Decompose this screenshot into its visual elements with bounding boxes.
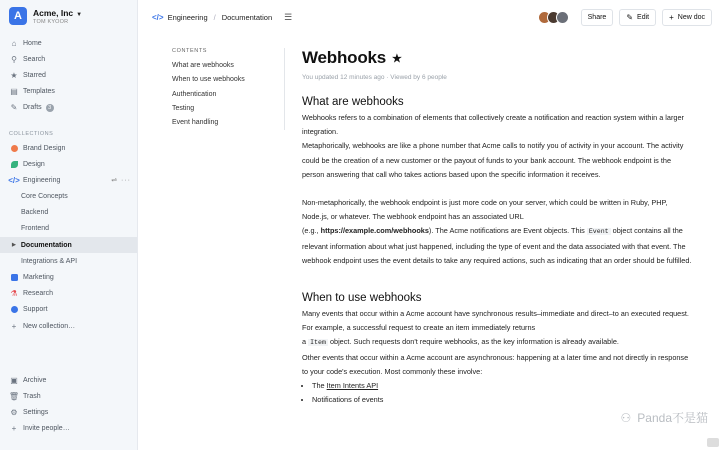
chevron-right-icon[interactable]: ▶ — [12, 242, 16, 249]
inline-code: Item — [310, 339, 326, 347]
team-switcher[interactable] — [0, 0, 137, 31]
table-of-contents — [172, 48, 282, 133]
team-name: Acme, Inc — [33, 7, 74, 18]
nav-label: Home — [23, 39, 42, 47]
header-actions — [542, 9, 712, 26]
breadcrumb-page[interactable]: Documentation — [221, 12, 273, 22]
toc-item[interactable]: Event handling — [172, 119, 219, 127]
nav-drafts[interactable] — [0, 100, 137, 116]
nav-label: Starred — [23, 71, 46, 79]
code-icon: </> — [8, 175, 20, 185]
paragraph: Webhooks refers to a combination of elements that collectively create a notification and reaction system within a larger integration. — [302, 113, 684, 137]
drafts-count-badge: 3 — [46, 104, 54, 112]
watermark-text: Panda不是猫 — [637, 411, 708, 425]
page-title[interactable] — [302, 48, 702, 68]
collection-label: Research — [23, 290, 53, 298]
settings-icon: ⚙ — [10, 407, 18, 417]
toc-item[interactable]: Testing — [172, 104, 195, 112]
list-item: • The Item Intents API — [312, 379, 702, 393]
doc-backend[interactable] — [0, 205, 137, 221]
doc-documentation[interactable] — [0, 237, 137, 253]
collection-label: Support — [23, 306, 48, 314]
new-doc-button[interactable] — [662, 9, 712, 26]
watermark — [621, 409, 708, 426]
help-icon[interactable] — [707, 438, 719, 447]
toc-heading: CONTENTS — [172, 48, 208, 54]
code-icon: </> — [152, 12, 164, 22]
doc-label: Backend — [21, 209, 49, 217]
nav-settings[interactable] — [0, 404, 137, 420]
doc-label: Frontend — [21, 225, 50, 233]
nav-search[interactable] — [0, 51, 137, 67]
edit-label: Edit — [637, 13, 650, 21]
pencil-icon: ✎ — [626, 12, 634, 22]
collections-heading: COLLECTIONS — [9, 130, 54, 137]
main-content — [138, 0, 722, 450]
doc-integrations-api[interactable] — [0, 253, 137, 269]
collection-research[interactable] — [0, 286, 137, 302]
chart-icon — [11, 274, 18, 281]
new-collection-button[interactable] — [0, 318, 137, 334]
collection-design[interactable] — [0, 156, 137, 172]
secondary-nav — [0, 372, 137, 437]
archive-icon: ▣ — [10, 375, 18, 385]
primary-nav — [0, 31, 137, 120]
share-label: Share — [587, 13, 607, 21]
nav-label: Invite people… — [23, 425, 70, 433]
collection-brand-design[interactable] — [0, 140, 137, 156]
heading-when-to-use-webhooks: When to use webhooks — [302, 292, 422, 305]
paragraph: Other events that occur within a Acme account are asynchronous: happening at a later time and not directly in response to your code's execution. Most commonly these involve: — [302, 352, 689, 376]
star-icon: ★ — [10, 70, 18, 80]
nav-label: Drafts — [23, 104, 42, 112]
paragraph: Many events that occur within a Acme account have synchronous results–immediate and direct–to an executed request. For example, a successful request to create an item immediately returns a Item object. Such requests don't require webhooks, as the key information is already available. — [302, 309, 689, 347]
nav-label: Settings — [23, 408, 49, 416]
toc-item[interactable]: When to use webhooks — [172, 76, 245, 84]
support-icon — [11, 306, 18, 313]
example-url: https://example.com/webhooks — [320, 226, 429, 236]
collection-actions-icon[interactable]: ⇌ ··· — [111, 177, 131, 185]
breadcrumb — [152, 12, 292, 23]
leaf-icon — [11, 161, 18, 168]
nav-label: Search — [23, 55, 46, 63]
heading-what-are-webhooks: What are webhooks — [302, 96, 404, 108]
team-logo: A — [9, 7, 27, 25]
collaborator-avatars[interactable] — [542, 11, 569, 24]
plus-icon: + — [11, 321, 17, 331]
team-user: TOM KYOOR — [33, 18, 69, 25]
nav-label: Trash — [23, 392, 41, 400]
nav-home[interactable] — [0, 35, 137, 51]
nav-label: Archive — [23, 376, 47, 384]
item-intents-link[interactable]: Item Intents API — [326, 381, 379, 391]
toc-item[interactable]: What are webhooks — [172, 62, 234, 69]
menu-icon[interactable]: ☰ — [284, 11, 293, 22]
collection-label: Marketing — [23, 274, 54, 282]
plus-icon: + — [11, 424, 17, 434]
new-doc-label: New doc — [677, 13, 705, 21]
collection-label: Design — [23, 160, 45, 168]
header — [138, 0, 722, 34]
paragraph: Metaphorically, webhooks are like a phone number that Acme calls to notify you of activity in your account. The activity could be the creation of a new customer or the payout of funds to your bank account. The webhook endpoint is the person answering that call who takes actions based upon the specific information it receives. — [302, 141, 684, 179]
toc-item[interactable]: Authentication — [172, 90, 217, 98]
caret-down-icon: ▼ — [76, 11, 83, 18]
wechat-icon: ⚇ — [620, 410, 632, 425]
sidebar — [0, 0, 138, 450]
nav-invite-people[interactable] — [0, 421, 137, 437]
flask-icon: ⚗ — [10, 289, 18, 299]
drafts-icon: ✎ — [10, 103, 18, 113]
doc-label: Documentation — [20, 241, 72, 249]
templates-icon: ▤ — [10, 87, 18, 97]
breadcrumb-collection[interactable]: Engineering — [167, 12, 208, 22]
edit-button[interactable] — [619, 9, 656, 26]
list-item: • Notifications of events — [312, 393, 702, 407]
doc-meta: You updated 12 minutes ago · Viewed by 6 people — [302, 74, 447, 81]
nav-label: Templates — [23, 88, 55, 96]
trash-icon: 🗑 — [8, 391, 20, 401]
doc-label: Integrations & API — [21, 257, 78, 265]
nav-archive[interactable] — [0, 372, 137, 388]
doc-label: Core Concepts — [21, 193, 68, 201]
collection-marketing[interactable] — [0, 269, 137, 285]
collection-label: Engineering — [23, 176, 61, 184]
nav-starred[interactable] — [0, 67, 137, 83]
document — [302, 48, 702, 407]
home-icon: ⌂ — [11, 38, 17, 48]
paragraph: Non-metaphorically, the webhook endpoint is just more code on your server, which could be written in Ruby, PHP, Node.js, or whatever. The webhook endpoint has an associated URL (e.g., https://example.com/webhooks). The Acme notifications are Event objects. This Event object contains all the relevant information about what just happened, including the type of event and the data associated with that event. The webhook endpoint uses the event details to take any required actions, such as indicating that an order should be fulfilled. — [302, 198, 692, 265]
inline-code: Event — [588, 228, 609, 236]
plus-icon: + — [669, 12, 674, 22]
doc-core-concepts[interactable] — [0, 189, 137, 205]
collection-label: New collection… — [23, 322, 76, 330]
share-button[interactable] — [581, 9, 614, 26]
search-icon: ⚲ — [11, 54, 17, 64]
collections-list — [0, 140, 137, 334]
bullet-list — [302, 379, 702, 407]
doc-frontend[interactable] — [0, 221, 137, 237]
star-icon[interactable]: ★ — [392, 52, 402, 65]
nav-templates[interactable] — [0, 84, 137, 100]
collection-label: Brand Design — [23, 144, 66, 152]
palette-icon — [11, 145, 18, 152]
title-text: Webhooks — [302, 48, 387, 67]
toc-divider — [284, 48, 285, 130]
breadcrumb-separator: / — [213, 12, 216, 22]
nav-trash[interactable] — [0, 388, 137, 404]
avatar — [556, 11, 569, 24]
collection-engineering[interactable] — [0, 172, 137, 188]
collection-support[interactable] — [0, 302, 137, 318]
